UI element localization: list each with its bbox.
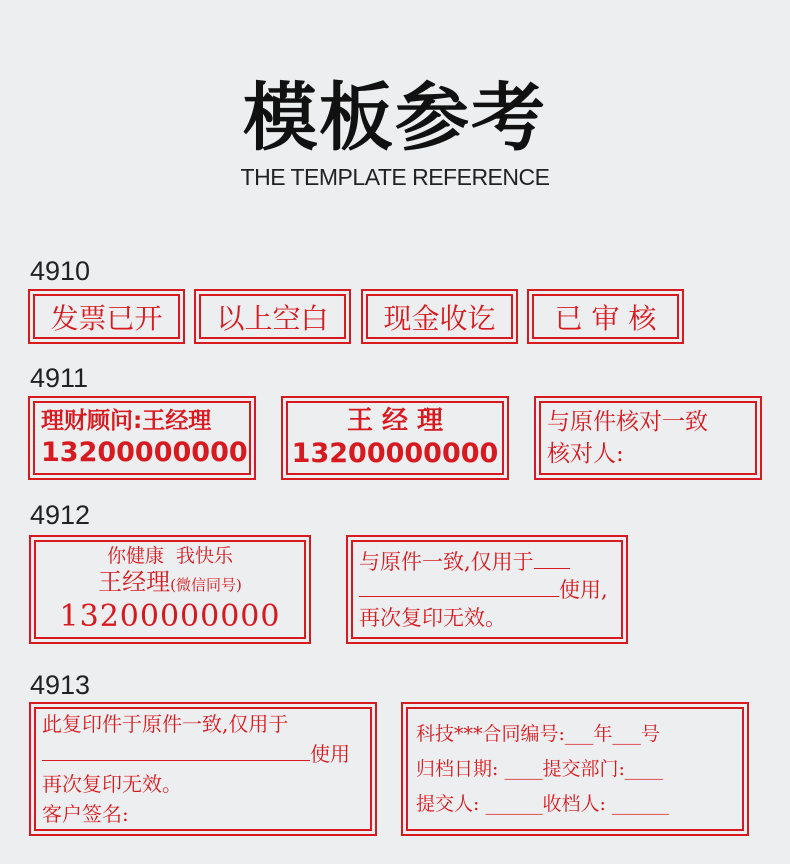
stamp-text: 以上空白	[216, 301, 329, 335]
stamp-text: 科技***合同编号:___年___号	[416, 722, 660, 745]
stamp-wechat-contact	[29, 535, 311, 644]
blank-underline	[534, 548, 570, 569]
page-title: 模板参考	[243, 75, 547, 161]
stamp-text: 归档日期: ____提交部门:____	[416, 757, 663, 780]
section-code-4913: 4913	[30, 670, 91, 700]
blank-underline	[359, 576, 559, 597]
stamp-text: 使用,	[559, 577, 608, 602]
stamp-yishang-kongbai	[194, 289, 351, 344]
section-code-4911: 4911	[30, 363, 89, 393]
stamp-name-row	[98, 568, 242, 599]
stamp-text: 与原件一致,仅用于	[359, 549, 534, 574]
stamp-text: 使用	[310, 742, 350, 766]
stamp-text: 现金收讫	[383, 301, 496, 335]
stamp-phone: 13200000000	[59, 599, 281, 634]
stamp-text: 再次复印无效。	[42, 772, 182, 796]
stamp-text-line1: 与原件核对一致	[547, 409, 708, 435]
stamp-wang-jingli	[281, 396, 509, 480]
stamp-fapiao-yikai	[28, 289, 185, 344]
stamp-text: 此复印件于原件一致,仅用于	[42, 712, 289, 736]
stamp-name: 王 经 理	[346, 406, 444, 436]
stamp-text: 提交人: ______收档人: ______	[416, 792, 669, 815]
stamp-phone: 13200000000	[41, 437, 248, 468]
stamp-text: 发票已开	[50, 301, 163, 335]
section-code-4912: 4912	[30, 500, 91, 530]
blank-underline	[42, 741, 310, 761]
page-subtitle: THE TEMPLATE REFERENCE	[240, 164, 550, 190]
stamp-copy-usage	[346, 535, 628, 644]
stamp-archive-record	[401, 702, 749, 836]
stamp-heduiren	[534, 396, 762, 480]
stamp-xianjin-shouqi	[361, 289, 518, 344]
stamp-name: 王经理	[98, 568, 171, 596]
stamp-text-line1: 理财顾问:王经理	[41, 408, 212, 434]
stamp-wechat-note: (微信同号)	[170, 576, 242, 594]
stamp-slogan: 你健康 我快乐	[106, 545, 234, 567]
stamp-phone: 13200000000	[291, 438, 499, 469]
stamp-licai-guwen	[28, 396, 256, 480]
stamp-text-line2: 核对人:	[547, 441, 624, 467]
stamp-line1	[359, 548, 621, 576]
stamp-line2	[359, 576, 621, 604]
stamp-yi-shenhe	[527, 289, 684, 344]
stamp-text: 已 审 核	[554, 301, 657, 335]
section-code-4910: 4910	[30, 256, 91, 286]
stamp-text: 客户签名:	[42, 802, 129, 826]
stamp-copy-signature	[29, 702, 377, 836]
stamp-line2	[42, 739, 370, 769]
stamp-text: 再次复印无效。	[359, 605, 506, 630]
